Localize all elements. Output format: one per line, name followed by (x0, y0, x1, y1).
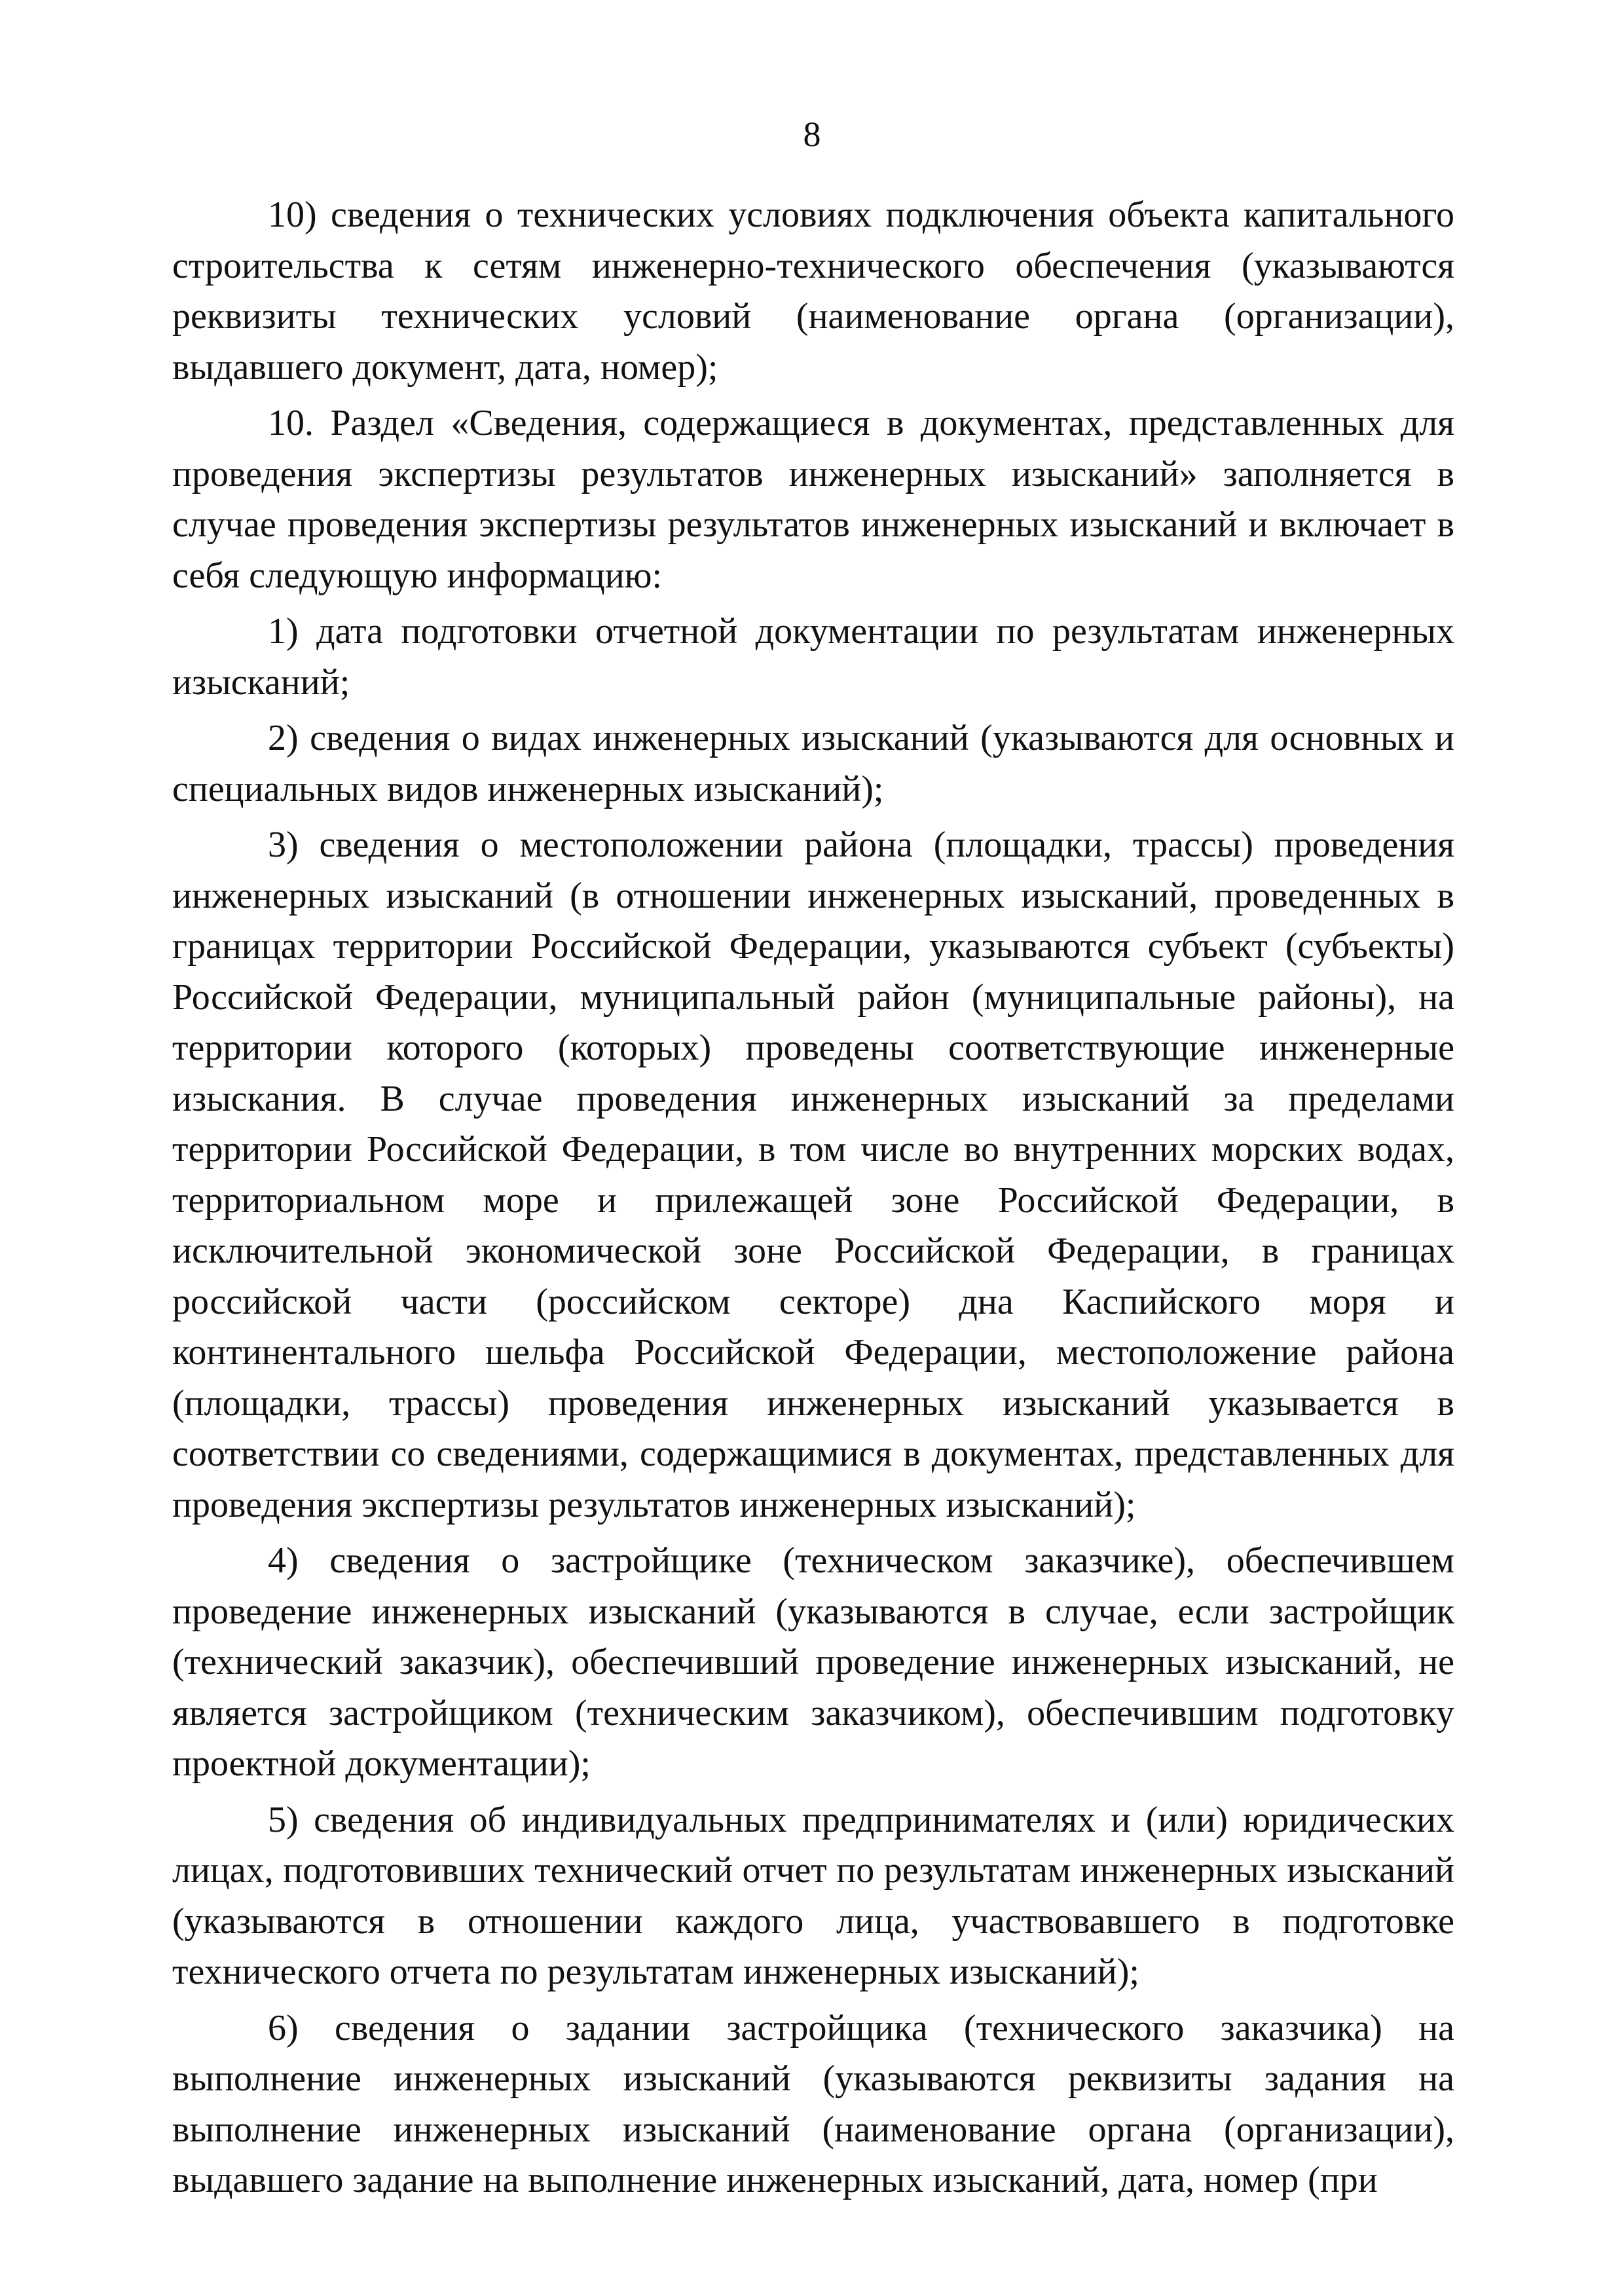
paragraph-item-10-technical-conditions: 10) сведения о технических условиях подключения объекта капитального строительства к сетям инженерно-технического обеспечения (указываются реквизиты технических условий (наименование органа (организации), выдавшего документ, дата, номер); (172, 194, 1454, 388)
paragraph-item-6-assignment: 6) сведения о задании застройщика (технического заказчика) на выполнение инженерных изысканий (указываются реквизиты задания на выполнение инженерных изысканий (наименование органа (организации), выдавшего задание на выполнение инженерных изысканий, дата, номер (при (172, 2007, 1454, 2200)
paragraph-item-4-developer: 4) сведения о застройщике (техническом заказчике), обеспечившем проведение инженерных изысканий (указываются в случае, если застройщик (технический заказчик), обеспечивший проведение инженерных изысканий, не является застройщиком (техническим заказчиком), обеспечившим подготовку проектной документации); (172, 1540, 1454, 1784)
page-number: 8 (803, 115, 821, 154)
paragraph-item-5-contractors: 5) сведения об индивидуальных предпринимателях и (или) юридических лицах, подготовивших технический отчет по результатам инженерных изысканий (указываются в отношении каждого лица, участвовавшего в подготовке технического отчета по результатам инженерных изысканий); (172, 1799, 1454, 1992)
paragraph-item-2-survey-types: 2) сведения о видах инженерных изысканий (указываются для основных и специальных видов инженерных изысканий); (172, 718, 1454, 809)
paragraph-item-3-location: 3) сведения о местоположении района (площадки, трассы) проведения инженерных изысканий (в отношении инженерных изысканий, проведенных в границах территории Российской Федерации, указываются субъект (субъекты) Российской Федерации, муниципальный район (муниципальные районы), на территории которого (которых) проведены соответствующие инженерные изыскания. В случае проведения инженерных изысканий за пределами территории Российской Федерации, в том числе во внутренних морских водах, территориальном море и прилежащей зоне Российской Федерации, в исключительной экономической зоне Российской Федерации, в границах российской части (российском секторе) дна Каспийского моря и континентального шельфа Российской Федерации, местоположение района (площадки, трассы) проведения инженерных изысканий указывается в соответствии со сведениями, содержащимися в документах, представленных для проведения экспертизы результатов инженерных изысканий); (172, 824, 1454, 1525)
paragraph-section-10-heading: 10. Раздел «Сведения, содержащиеся в документах, представленных для проведения экспертизы результатов инженерных изысканий» заполняется в случае проведения экспертизы результатов инженерных изысканий и включает в себя следующую информацию: (172, 403, 1454, 596)
document-body (172, 190, 1454, 2212)
paragraph-item-1-report-date: 1) дата подготовки отчетной документации по результатам инженерных изысканий; (172, 611, 1454, 703)
